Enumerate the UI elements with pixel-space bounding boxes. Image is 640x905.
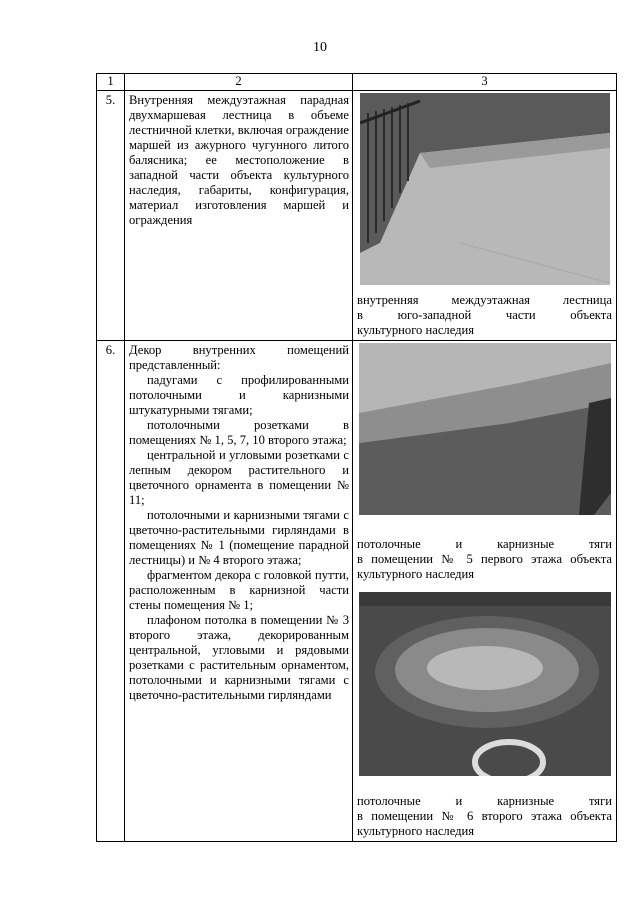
page-number: 10: [313, 40, 327, 55]
photo-caption: [357, 794, 612, 839]
photo-caption: [357, 293, 612, 338]
element-description: [125, 91, 353, 341]
table-row: [97, 91, 617, 341]
caption-line: культурного наследия: [357, 567, 475, 581]
element-description: [125, 341, 353, 842]
caption-line: потолочные и карнизные тяги: [357, 537, 612, 551]
caption-line: в помещении № 5 первого этажа объекта: [357, 552, 612, 566]
decor-item: потолочными и карнизными тягами с цветочно-растительными гирляндами в помещениях № 1 (помещение парадной лестницы) и № 4 второго этажа;: [129, 508, 349, 567]
description-intro: Декор внутренних помещений представленный:: [129, 343, 349, 372]
ceiling-plafond-photo: [359, 592, 611, 776]
caption-line: внутренняя междуэтажная лестница: [357, 293, 612, 307]
caption-line: потолочные и карнизные тяги: [357, 794, 612, 808]
decor-item: потолочными розетками в помещениях № 1, 5, 7, 10 второго этажа;: [129, 418, 349, 447]
column-header-3: 3: [353, 74, 617, 91]
decor-item: фрагментом декора с головкой путти, расположенным в карнизной части стены помещения № 1;: [129, 568, 349, 612]
decor-item: падугами с профилированными потолочными и карнизными штукатурными тягами;: [129, 373, 349, 417]
column-header-1: 1: [97, 74, 125, 91]
ceiling-moulding-photo: [359, 343, 611, 515]
photo-caption: [357, 537, 612, 582]
caption-line: культурного наследия: [357, 824, 475, 838]
caption-line: культурного наследия: [357, 323, 475, 337]
decor-item: центральной и угловыми розетками с лепным декором растительного и цветочного орнамента в помещении № 11;: [129, 448, 349, 507]
row-number: 5.: [97, 91, 125, 341]
photo-cell: [353, 91, 617, 341]
photo-cell: [353, 341, 617, 842]
table-header-row: [97, 74, 617, 91]
table-row: [97, 341, 617, 842]
staircase-photo: [360, 93, 610, 285]
caption-line: в помещении № 6 второго этажа объекта: [357, 809, 612, 823]
decor-item: плафоном потолка в помещении № 3 второго этажа, декорированным центральной, угловыми и рядовыми розетками с растительным орнаментом, потолочными и карнизными тягами с цветочно-растительными гирляндами: [129, 613, 349, 702]
row-number: 6.: [97, 341, 125, 842]
column-header-2: 2: [125, 74, 353, 91]
description-text: Внутренняя междуэтажная парадная двухмаршевая лестница в объеме лестничной клетки, включая ограждение маршей из ажурного чугунного литого балясника; ее местоположение в западной части объекта культурного наследия, габариты, конфигурация, материал изготовления маршей и ограждения: [129, 93, 349, 227]
caption-line: в юго-западной части объекта: [357, 308, 612, 322]
heritage-elements-table: [96, 73, 617, 842]
